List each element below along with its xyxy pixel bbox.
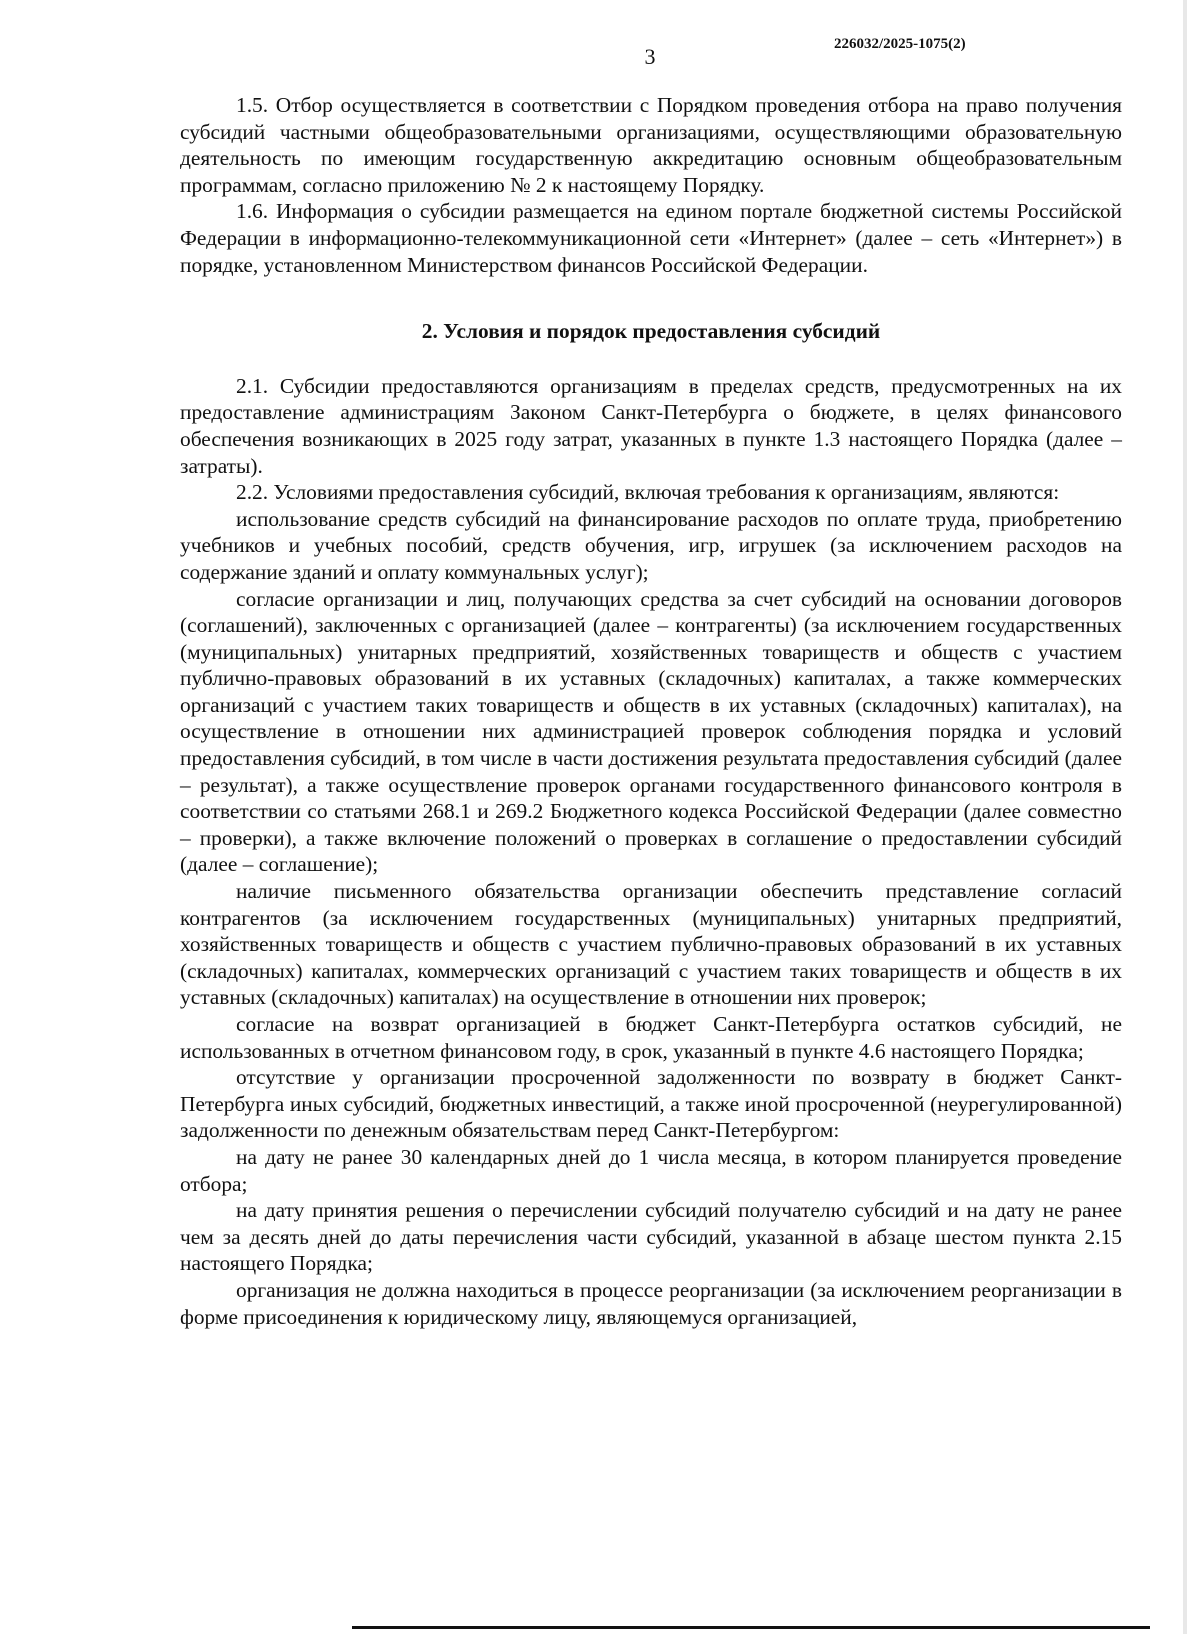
condition-paragraph: организация не должна находиться в процессе реорганизации (за исключением реорганизации в форме присоединения к юридическому лицу, являющемуся организацией,	[180, 1277, 1122, 1329]
condition-paragraph: наличие письменного обязательства организации обеспечить представление согласий контрагентов (за исключением государственных (муниципальных) унитарных предприятий, хозяйственных товариществ и обществ с участием публично-правовых образований в их уставных (складочных) капиталах, коммерческих организаций с участием таких товариществ и обществ в их уставных (складочных) капиталах) на осуществление в отношении них проверок;	[180, 879, 1122, 1010]
paragraph-1-5: 1.5. Отбор осуществляется в соответствии с Порядком проведения отбора на право получения субсидий частными общеобразовательными организациями, осуществляющими образовательную деятельность по имеющим государственную аккредитацию основным общеобразовательным программам, согласно приложению № 2 к настоящему Порядку.	[180, 93, 1122, 197]
paragraph-2-2: 2.2. Условиями предоставления субсидий, включая требования к организациям, являются:	[236, 480, 1060, 505]
condition-paragraph: согласие на возврат организацией в бюджет Санкт-Петербурга остатков субсидий, не использованных в отчетном финансовом году, в срок, указанный в пункте 4.6 настоящего Порядка;	[180, 1012, 1122, 1063]
condition-paragraph: отсутствие у организации просроченной задолженности по возврату в бюджет Санкт-Петербурга иных субсидий, бюджетных инвестиций, а также иной просроченной (неурегулированной) задолженности по денежным обязательствам перед Санкт-Петербургом:	[180, 1065, 1122, 1143]
section-heading: 2. Условия и порядок предоставления субсидий	[421, 319, 881, 344]
paragraph-2-1: 2.1. Субсидии предоставляются организациям в пределах средств, предусмотренных на их предоставление администрациям Законом Санкт-Петербурга о бюджете, в целях финансового обеспечения возникающих в 2025 году затрат, указанных в пункте 1.3 настоящего Порядка (далее – затраты).	[180, 373, 1122, 478]
document-body	[180, 92, 1122, 1330]
condition-paragraph: согласие организации и лиц, получающих средства за счет субсидий на основании договоров (соглашений), заключенных с организацией (далее – контрагенты) (за исключением государственных (муниципальных) унитарных предприятий, хозяйственных товариществ и обществ с участием публично-правовых образований в их уставных (складочных) капиталах, а также коммерческих организаций с участием таких товариществ и обществ в их уставных (складочных) капиталах), на осуществление в отношении них администрацией проверок соблюдения порядка и условий предоставления субсидий, в том числе в части достижения результата предоставления субсидий (далее – результат), а также осуществление проверок органами государственного финансового контроля в соответствии со статьями 268.1 и 269.2 Бюджетного кодекса Российской Федерации (далее совместно – проверки), а также включение положений о проверках в соглашение о предоставлении субсидий (далее – соглашение);	[180, 586, 1122, 877]
bottom-rule	[352, 1626, 1150, 1629]
condition-paragraph: на дату не ранее 30 календарных дней до 1 числа месяца, в котором планируется проведение отбора;	[180, 1144, 1122, 1196]
condition-paragraph: использование средств субсидий на финансирование расходов по оплате труда, приобретению учебников и учебных пособий, средств обучения, игр, игрушек (за исключением расходов на содержание зданий и оплату коммунальных услуг);	[180, 506, 1122, 584]
condition-paragraph: на дату принятия решения о перечислении субсидий получателю субсидий и на дату не ранее чем за десять дней до даты перечисления части субсидий, указанной в абзаце шестом пункта 2.15 настоящего Порядка;	[180, 1198, 1122, 1276]
scan-edge	[1183, 0, 1187, 1634]
paragraph-1-6: 1.6. Информация о субсидии размещается на едином портале бюджетной системы Российской Федерации в информационно-телекоммуникационной сети «Интернет» (далее – сеть «Интернет») в порядке, установленном Министерством финансов Российской Федерации.	[180, 199, 1122, 277]
document-reference: 226032/2025-1075(2)	[834, 36, 966, 52]
page-number: 3	[644, 44, 656, 69]
